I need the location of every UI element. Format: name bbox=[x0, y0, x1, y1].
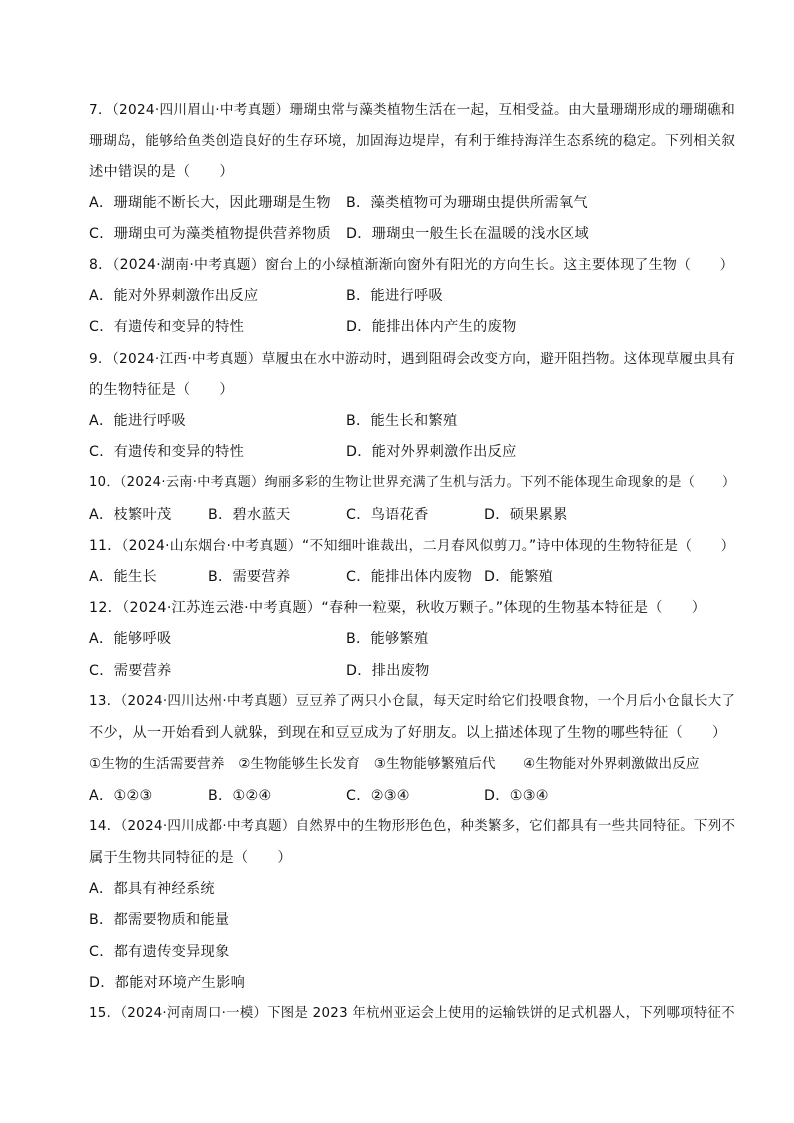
question-13-option-b: B．①②④ bbox=[208, 788, 272, 804]
question-8-line-1: 8．（2024·湖南·中考真题）窗台上的小绿植渐渐向窗外有阳光的方向生长。这主要体现了生物（ ） bbox=[89, 257, 734, 273]
question-13-option-a: A．①②③ bbox=[89, 788, 153, 804]
question-14-option-c: C．都有遗传变异现象 bbox=[89, 944, 230, 960]
question-9-line-1: 9．（2024·江西·中考真题）草履虫在水中游动时，遇到阻碍会改变方向，避开阻挡物。这体现草履虫具有 bbox=[89, 351, 736, 367]
question-11-option-a: A．能生长 bbox=[89, 569, 157, 585]
question-13-option-c: C．②③④ bbox=[346, 788, 410, 804]
question-8-option-b: B．能进行呼吸 bbox=[346, 288, 443, 304]
question-9-line-2: 的生物特征是（ ） bbox=[89, 382, 234, 398]
question-14-option-a: A．都具有神经系统 bbox=[89, 881, 215, 897]
question-12-option-d: D．排出废物 bbox=[346, 663, 430, 679]
question-8-option-c: C．有遗传和变异的特性 bbox=[89, 319, 245, 335]
question-7-line-3: 述中错误的是（ ） bbox=[89, 164, 234, 180]
question-7-line-1: 7．（2024·四川眉山·中考真题）珊瑚虫常与藻类植物生活在一起，互相受益。由大量珊瑚形成的珊瑚礁和 bbox=[89, 102, 736, 118]
question-11-option-b: B．需要营养 bbox=[208, 569, 291, 585]
question-13-line-3: ①生物的生活需要营养 ②生物能够生长发育 ③生物能够繁殖后代 ④生物能对外界刺激做出反应 bbox=[89, 756, 700, 772]
question-9-option-d: D．能对外界刺激作出反应 bbox=[346, 444, 517, 460]
question-8-option-a: A．能对外界刺激作出反应 bbox=[89, 288, 259, 304]
question-12-line-1: 12．（2024·江苏连云港·中考真题）“春种一粒粟，秋收万颗子。”体现的生物基本特征是（ ） bbox=[89, 600, 707, 616]
question-12-option-a: A．能够呼吸 bbox=[89, 631, 172, 647]
question-8-option-d: D．能排出体内产生的废物 bbox=[346, 319, 517, 335]
question-15-line-1: 15．（2024·河南周口·一模）下图是 2023 年杭州亚运会上使用的运输铁饼的足式机器人，下列哪项特征不 bbox=[89, 1006, 735, 1021]
question-14-option-d: D．都能对环境产生影响 bbox=[89, 975, 246, 991]
question-12-option-b: B．能够繁殖 bbox=[346, 631, 429, 647]
question-7-option-d: D．珊瑚虫一般生长在温暖的浅水区域 bbox=[346, 226, 590, 242]
question-13-option-d: D．①③④ bbox=[484, 788, 549, 804]
question-14-line-2: 属于生物共同特征的是（ ） bbox=[89, 850, 292, 866]
question-9-option-b: B．能生长和繁殖 bbox=[346, 413, 458, 429]
question-11-line-1: 11．（2024·山东烟台·中考真题）“不知细叶谁裁出，二月春风似剪刀。”诗中体现的生物特征是（ ） bbox=[89, 538, 735, 554]
question-10-line-1: 10．（2024·云南·中考真题）绚丽多彩的生物让世界充满了生机与活力。下列不能体现生命现象的是（ ） bbox=[89, 475, 736, 490]
question-14-option-b: B．都需要物质和能量 bbox=[89, 912, 230, 928]
question-7-option-b: B．藻类植物可为珊瑚虫提供所需氧气 bbox=[346, 195, 588, 211]
question-7-option-a: A．珊瑚能不断长大，因此珊瑚是生物 bbox=[89, 195, 331, 211]
question-10-option-c: C．鸟语花香 bbox=[346, 507, 429, 523]
question-14-line-1: 14．（2024·四川成都·中考真题）自然界中的生物形形色色，种类繁多，它们都具有一些共同特征。下列不 bbox=[89, 819, 736, 834]
question-9-option-a: A．能进行呼吸 bbox=[89, 413, 186, 429]
question-7-option-c: C．珊瑚虫可为藻类植物提供营养物质 bbox=[89, 226, 332, 242]
question-9-option-c: C．有遗传和变异的特性 bbox=[89, 444, 245, 460]
question-7-line-2: 珊瑚岛，能够给鱼类创造良好的生存环境，加固海边堤岸，有利于维持海洋生态系统的稳定。下列相关叙 bbox=[89, 133, 736, 149]
question-11-option-d: D．能繁殖 bbox=[484, 569, 554, 585]
question-10-option-b: B．碧水蓝天 bbox=[208, 507, 291, 523]
question-12-option-c: C．需要营养 bbox=[89, 663, 172, 679]
question-10-option-a: A．枝繁叶茂 bbox=[89, 507, 172, 523]
question-13-line-2: 不少，从一开始看到人就躲，到现在和豆豆成为了好朋友。以上描述体现了生物的哪些特征（ ） bbox=[89, 725, 727, 741]
question-10-option-d: D．硕果累累 bbox=[484, 507, 568, 523]
question-11-option-c: C．能排出体内废物 bbox=[346, 569, 473, 585]
question-13-line-1: 13．（2024·四川达州·中考真题）豆豆养了两只小仓鼠，每天定时给它们投喂食物，一个月后小仓鼠长大了 bbox=[89, 694, 736, 709]
